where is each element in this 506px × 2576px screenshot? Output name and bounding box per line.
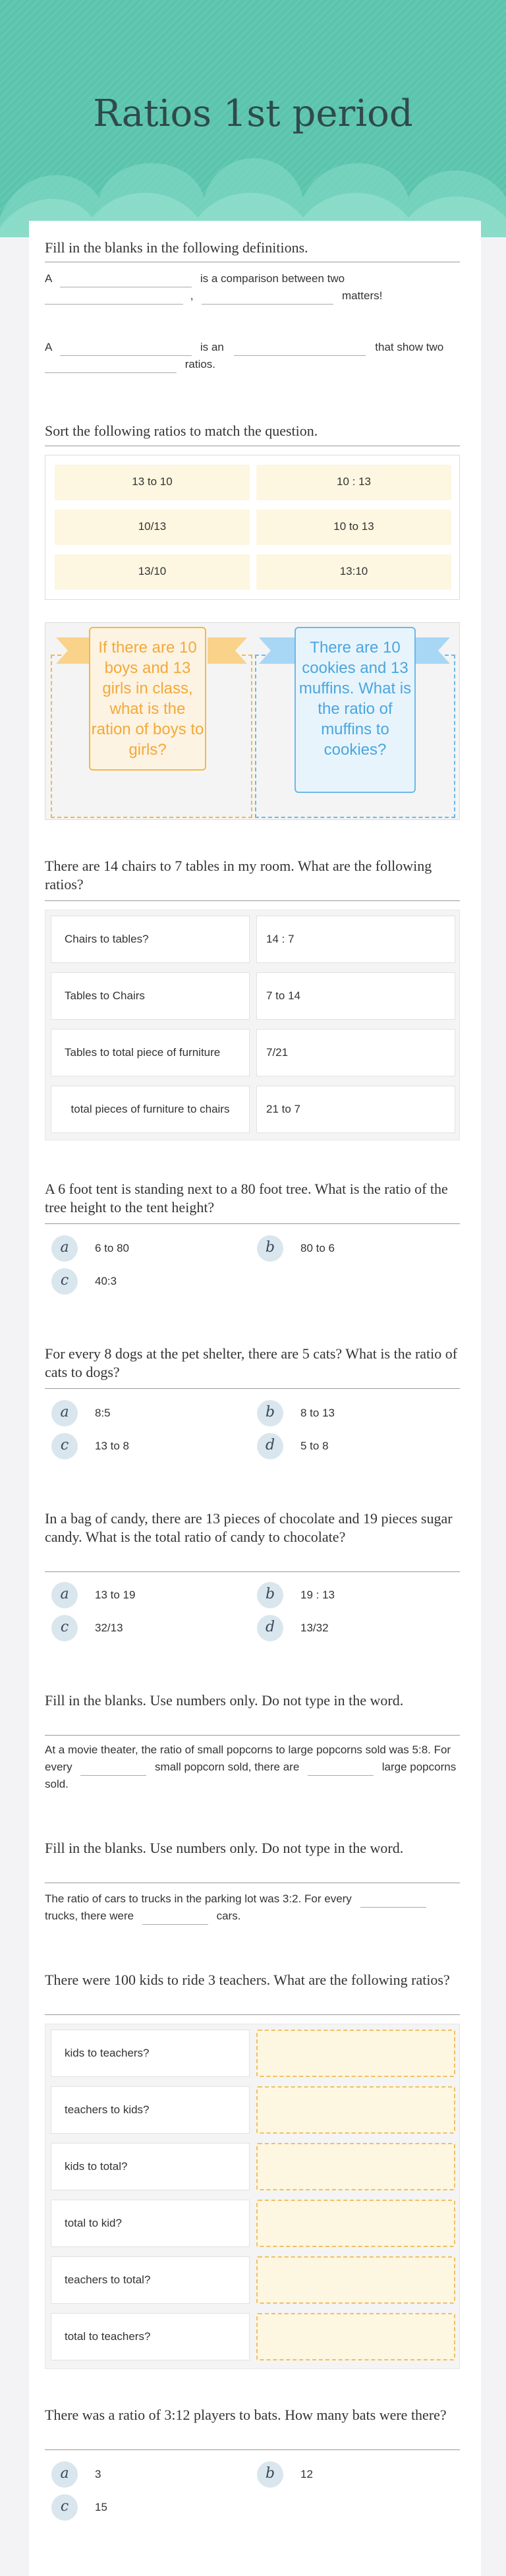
- category-right-label: There are 10 cookies and 13 muffins. What is the ratio of muffins to cookies?: [295, 627, 416, 793]
- q1-text: that show two: [375, 341, 444, 353]
- ratio-chip[interactable]: 10 to 13: [256, 510, 451, 545]
- match-right-item[interactable]: 14 : 7: [256, 916, 455, 963]
- option-b-badge[interactable]: b: [257, 2461, 283, 2488]
- match-left-item[interactable]: teachers to total?: [51, 2256, 250, 2304]
- q10-title: There was a ratio of 3:12 players to bats. How many bats were there?: [45, 2407, 447, 2423]
- match-left-item[interactable]: Chairs to tables?: [51, 916, 250, 963]
- ratio-chip[interactable]: 13/10: [55, 554, 250, 590]
- option-d-text[interactable]: 5 to 8: [300, 1440, 329, 1452]
- q1-definition-2: [45, 339, 460, 373]
- match-dropzone[interactable]: [256, 2143, 455, 2190]
- option-c-text[interactable]: 40:3: [95, 1275, 117, 1287]
- match-dropzone[interactable]: [256, 2086, 455, 2134]
- q1-text: ,: [190, 289, 194, 302]
- option-b-text[interactable]: 8 to 13: [300, 1407, 335, 1419]
- option-a-badge[interactable]: a: [51, 1582, 78, 1608]
- q1-blank-4[interactable]: [60, 343, 192, 356]
- q1-text: A: [45, 272, 52, 285]
- option-c-badge[interactable]: c: [51, 1268, 78, 1295]
- match-dropzone[interactable]: [256, 2313, 455, 2360]
- option-d-badge[interactable]: d: [257, 1615, 283, 1641]
- match-left-item[interactable]: teachers to kids?: [51, 2086, 250, 2134]
- option-b-badge[interactable]: b: [257, 1235, 283, 1262]
- match-left-item[interactable]: total pieces of furniture to chairs: [51, 1086, 250, 1133]
- q1-text: matters!: [341, 289, 383, 302]
- option-b-badge[interactable]: b: [257, 1400, 283, 1426]
- q2-category-panel: [45, 622, 460, 820]
- option-d-text[interactable]: 13/32: [300, 1622, 329, 1634]
- q1-text: ratios.: [184, 358, 216, 370]
- q7-text: large popcorns sold.: [45, 1761, 457, 1790]
- q8-text: trucks, there were: [45, 1910, 134, 1922]
- q8-text: cars.: [216, 1910, 241, 1922]
- match-dropzone[interactable]: [256, 2030, 455, 2077]
- q4-title: A 6 foot tent is standing next to a 80 foot tree. What is the ratio of the tree height to the tent height?: [45, 1181, 448, 1215]
- match-dropzone[interactable]: [256, 2256, 455, 2304]
- option-a-text[interactable]: 6 to 80: [95, 1242, 129, 1254]
- ratio-chip[interactable]: 10 : 13: [256, 465, 451, 500]
- option-a-badge[interactable]: a: [51, 1235, 78, 1262]
- q1-blank-5[interactable]: [234, 343, 366, 356]
- match-right-item[interactable]: 7/21: [256, 1029, 455, 1076]
- q1-title: Fill in the blanks in the following definitions.: [45, 239, 308, 256]
- q9-title: There were 100 kids to ride 3 teachers. What are the following ratios?: [45, 1972, 450, 1988]
- q1-text: is an: [200, 341, 224, 353]
- match-left-item[interactable]: kids to teachers?: [51, 2030, 250, 2077]
- q2-title: Sort the following ratios to match the question.: [45, 423, 318, 439]
- match-left-item[interactable]: kids to total?: [51, 2143, 250, 2190]
- q1-blank-3[interactable]: [202, 291, 333, 305]
- match-left-item[interactable]: Tables to total piece of furniture: [51, 1029, 250, 1076]
- q10-divider: [45, 2449, 460, 2450]
- option-b-text[interactable]: 80 to 6: [300, 1242, 335, 1254]
- match-left-item[interactable]: total to kid?: [51, 2200, 250, 2247]
- option-a-text[interactable]: 13 to 19: [95, 1589, 136, 1601]
- q9-divider: [45, 2014, 460, 2015]
- q7-passage: [45, 1742, 460, 1793]
- ratio-chip[interactable]: 10/13: [55, 510, 250, 545]
- q6-divider: [45, 1571, 460, 1572]
- option-b-text[interactable]: 12: [300, 2468, 313, 2480]
- q1-blank-1[interactable]: [60, 274, 192, 287]
- q7-text: small popcorn sold, there are: [155, 1761, 300, 1773]
- q4-divider: [45, 1223, 460, 1224]
- q3-divider: [45, 900, 460, 901]
- option-a-badge[interactable]: a: [51, 1400, 78, 1426]
- q8-text: The ratio of cars to trucks in the parking lot was 3:2. For every: [45, 1892, 352, 1905]
- q5-divider: [45, 1388, 460, 1389]
- option-a-text[interactable]: 8:5: [95, 1407, 111, 1419]
- q7-divider: [45, 1735, 460, 1736]
- match-right-item[interactable]: 7 to 14: [256, 972, 455, 1020]
- option-b-text[interactable]: 19 : 13: [300, 1589, 335, 1601]
- q6-title: In a bag of candy, there are 13 pieces of chocolate and 19 pieces sugar candy. What is the total ratio of candy to chocolate?: [45, 1510, 453, 1545]
- q1-text: is a comparison between two: [200, 272, 345, 285]
- option-c-badge[interactable]: c: [51, 1615, 78, 1641]
- q8-title: Fill in the blanks. Use numbers only. Do not type in the word.: [45, 1840, 404, 1856]
- option-c-text[interactable]: 13 to 8: [95, 1440, 129, 1452]
- option-c-text[interactable]: 15: [95, 2501, 107, 2513]
- match-right-item[interactable]: 21 to 7: [256, 1086, 455, 1133]
- q8-passage: [45, 1890, 460, 1925]
- header-banner: [0, 0, 506, 237]
- q5-title: For every 8 dogs at the pet shelter, there are 5 cats? What is the ratio of cats to dogs?: [45, 1345, 458, 1380]
- q1-text: A: [45, 341, 52, 353]
- option-c-text[interactable]: 32/13: [95, 1622, 123, 1634]
- q8-blank-2[interactable]: [142, 1912, 208, 1925]
- option-d-badge[interactable]: d: [257, 1433, 283, 1459]
- q3-title: There are 14 chairs to 7 tables in my room. What are the following ratios?: [45, 858, 432, 893]
- q9-match-panel: [45, 2024, 460, 2369]
- option-c-badge[interactable]: c: [51, 2494, 78, 2521]
- q1-blank-2[interactable]: [45, 291, 183, 305]
- q2-chip-panel: [45, 455, 460, 600]
- match-left-item[interactable]: total to teachers?: [51, 2313, 250, 2360]
- q7-blank-2[interactable]: [308, 1763, 374, 1776]
- q8-blank-1[interactable]: [360, 1894, 426, 1908]
- q7-text: At a movie theater, the ratio of small popcorns to large popcorns sold was 5:8. For every: [45, 1743, 451, 1773]
- ratio-chip[interactable]: 13 to 10: [55, 465, 250, 500]
- option-c-badge[interactable]: c: [51, 1433, 78, 1459]
- q3-match-panel: [45, 910, 460, 1140]
- q1-blank-6[interactable]: [45, 360, 177, 373]
- match-left-item[interactable]: Tables to Chairs: [51, 972, 250, 1020]
- q1-definition-1: [45, 270, 460, 305]
- ratio-chip[interactable]: 13:10: [256, 554, 451, 590]
- option-b-badge[interactable]: b: [257, 1582, 283, 1608]
- option-a-badge[interactable]: a: [51, 2461, 78, 2488]
- match-dropzone[interactable]: [256, 2200, 455, 2247]
- option-a-text[interactable]: 3: [95, 2468, 101, 2480]
- category-left-label: If there are 10 boys and 13 girls in class, what is the ration of boys to girls?: [89, 627, 206, 771]
- page-title: Ratios 1st period: [93, 92, 413, 135]
- q7-title: Fill in the blanks. Use numbers only. Do not type in the word.: [45, 1692, 404, 1709]
- q7-blank-1[interactable]: [80, 1763, 146, 1776]
